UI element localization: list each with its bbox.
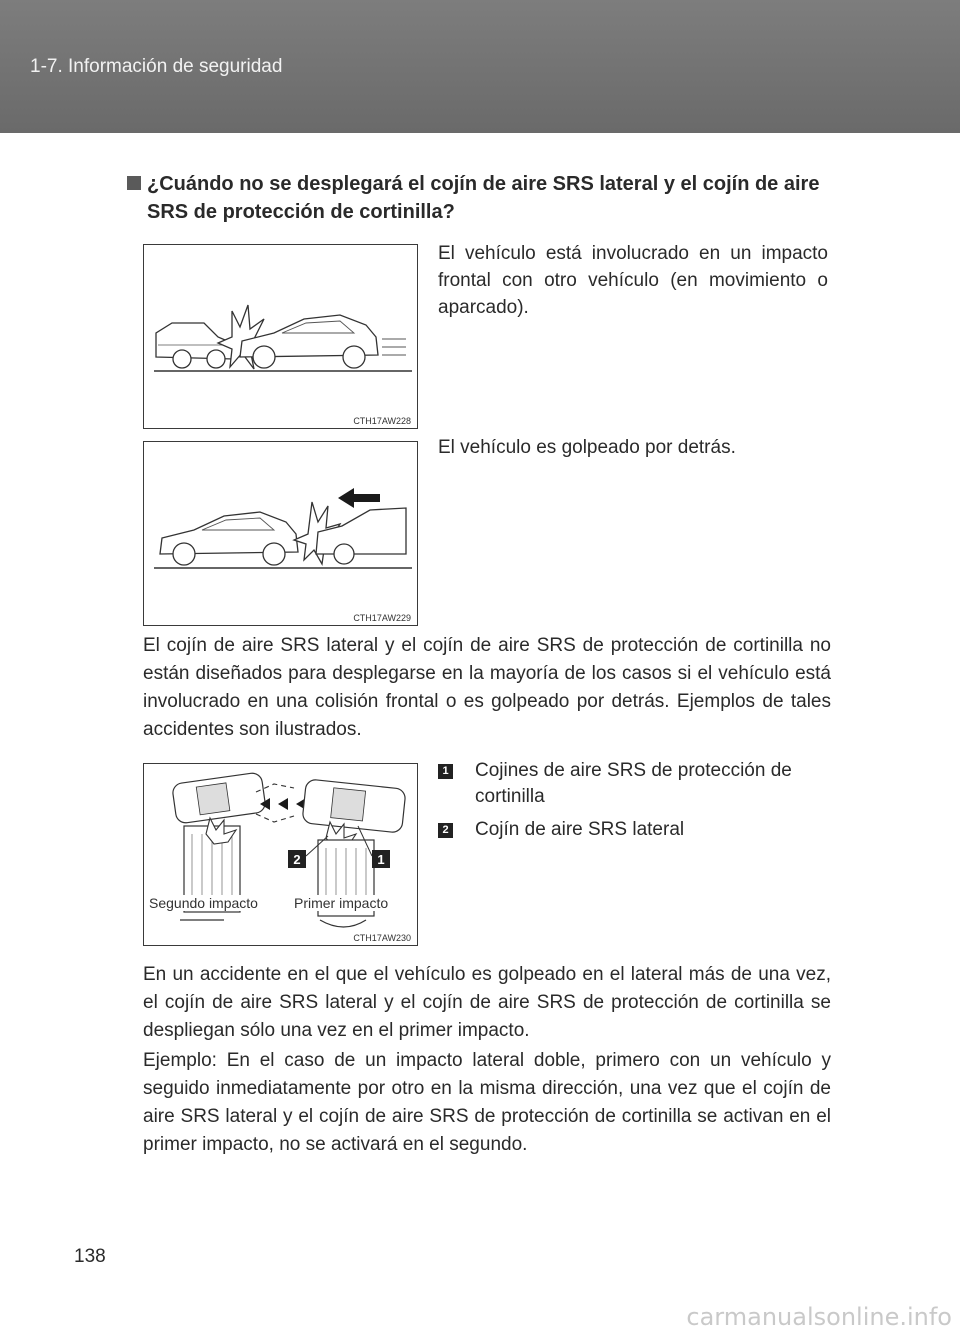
legend-item-2 — [438, 817, 833, 843]
section-title: 1-7. Información de seguridad — [30, 56, 283, 77]
number-2-icon: 2 — [438, 823, 453, 838]
figure-code: CTH17AW229 — [353, 613, 411, 623]
legend-text: Cojín de aire SRS lateral — [475, 819, 685, 840]
figure-caption-rear: El vehículo es golpeado por detrás. — [438, 437, 736, 458]
figure-side-impact — [143, 763, 418, 946]
paragraph-example: Ejemplo: En el caso de un impacto lateral doble, primero con un vehículo y seguido inmediatamente por otro en la misma dirección, una vez que el cojín de aire SRS lateral y el cojín de aire SRS de protección de cortinilla se activan en el primer impacto, no se activará en el segundo. — [143, 1050, 831, 1155]
watermark: carmanualsonline.info — [686, 1303, 952, 1331]
figure-code: CTH17AW228 — [353, 416, 411, 426]
figure-code: CTH17AW230 — [353, 933, 411, 943]
page-header — [0, 0, 960, 133]
figure-rear-impact — [143, 441, 418, 626]
figure-caption-frontal: El vehículo está involucrado en un impacto frontal con otro vehículo (en movimiento o aparcado). — [438, 243, 828, 318]
label-first-impact: Primer impacto — [294, 895, 389, 911]
frontal-impact-illustration — [144, 245, 419, 430]
figure-frontal-impact — [143, 244, 418, 429]
paragraph-multiple-impacts: En un accidente en el que el vehículo es golpeado en el lateral más de una vez, el cojín de aire SRS lateral y el cojín de aire SRS de protección de cortinilla se despliegan sólo una vez en el primer impacto. — [143, 964, 831, 1041]
legend-text: Cojines de aire SRS de protección de cortinilla — [475, 760, 792, 807]
section-heading — [127, 170, 832, 226]
heading-line-2: SRS de protección de cortinilla? — [147, 201, 455, 223]
rear-impact-illustration — [144, 442, 419, 627]
side-impact-illustration — [144, 764, 419, 947]
paragraph-intro: El cojín de aire SRS lateral y el cojín de aire SRS de protección de cortinilla no están diseñados para desplegarse en la mayoría de los casos si el vehículo está involucrado en una colisión frontal o es golpeado por detrás. Ejemplos de tales accidentes son ilustrados. — [143, 635, 831, 740]
callout-1: 1 — [377, 852, 385, 867]
number-1-icon: 1 — [438, 764, 453, 779]
callout-2: 2 — [293, 852, 301, 867]
heading-line-1: ¿Cuándo no se desplegará el cojín de aire SRS lateral y el cojín de aire — [147, 173, 820, 195]
square-bullet-icon — [127, 176, 141, 190]
page-number: 138 — [74, 1246, 106, 1267]
label-second-impact: Segundo impacto — [149, 895, 258, 911]
legend-item-1 — [438, 758, 833, 810]
